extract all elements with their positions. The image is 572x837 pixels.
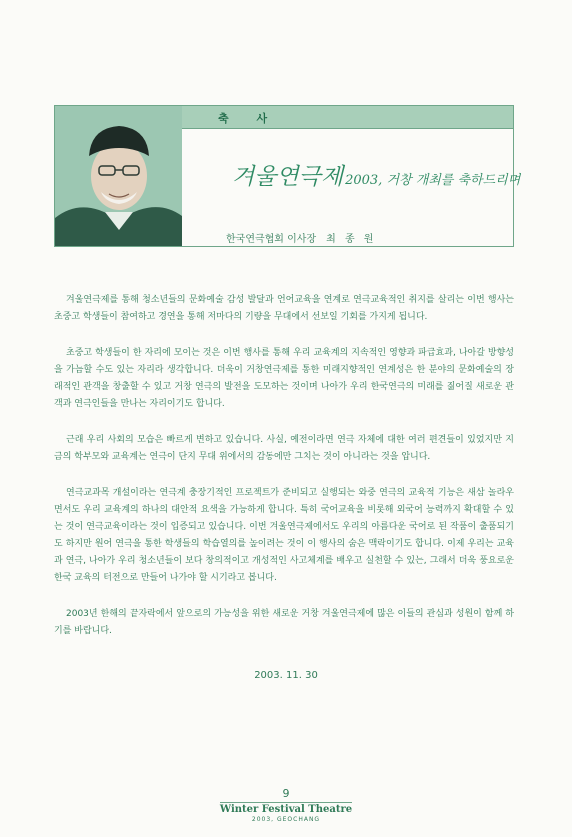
paragraph: 2003년 한해의 끝자락에서 앞으로의 가능성을 위한 새로운 거창 겨울연극제에 많은 이들의 관심과 성원이 함께 하기를 바랍니다. [54,609,514,636]
title-sub: 2003, 거창 개최를 축하드리며 [345,173,521,188]
author-name: 최 종 원 [326,234,377,245]
author-photo [55,106,182,246]
page-number: 9 [282,787,290,800]
author-title: 한국연극협회 이사장 [226,234,317,245]
section-label: 축 사 [218,112,280,125]
footer [0,788,572,824]
footer-subtitle: 2003, GEOCHANG [251,816,321,823]
portrait-illustration [55,106,182,246]
author-line [226,230,376,245]
paragraph: 연극교과목 개설이라는 연극계 충장기적인 프로젝트가 준비되고 실행되는 와중 연극의 교육적 기능은 새삼 놀라우면서도 우리 교육계의 하나의 대안적 요색을 가능하게 합니다. 특히 국어교육을 비롯해 외국어 능력까지 확대할 수 있는 것이 연극교육이라는 것이 입증되고 있습니다. 이번 겨울연극제에서도 우리의 아름다운 국어로 된 작품이 출품되기도 하지만 원어 연극을 통한 학생들의 학습열의를 높이려는 것이 이 행사의 숨은 맥락이기도 합니다. 이제 우리는 교육과 연극, 나아가 우리 청소년들이 보다 창의적이고 개성적인 사고체계를 배우고 실천할 수 있는, 그래서 더욱 풍요로운 한국 교육의 터전으로 만들어 나가야 할 시기라고 봅니다. [54,488,514,583]
paragraph: 초중고 학생들이 한 자리에 모이는 것은 이번 행사를 통해 우리 교육계의 지속적인 영향과 파급효과, 나아갈 방향성을 가늠할 수도 있는 자리라 생각합니다. 더욱이 거창연극제를 통한 미래지향적인 연계성은 한 분야의 문화예술의 장래적인 관객을 창출할 수 있고 거창 연극의 발전을 도모하는 것이며 나아가 우리 한국연극의 미래를 짊어질 새로운 관객과 연극인들을 만나는 자리이기도 합니다. [54,348,514,409]
paragraph: 겨울연극제를 통해 청소년들의 문화예술 감성 발달과 언어교육을 연계로 연극교육적인 취지를 살리는 이번 행사는 초중고 학생들이 참여하고 경연을 통해 저마다의 기량을 무대에서 선보일 기회를 가지게 됩니다. [54,295,514,322]
section-label-bar [182,106,513,129]
header-content [182,106,521,246]
title-main: 겨울연극제 [232,164,344,190]
body-text [54,292,514,659]
date: 2003. 11. 30 [254,670,318,681]
header-box [54,105,521,247]
page-title [232,158,521,191]
paragraph: 근래 우리 사회의 모습은 빠르게 변하고 있습니다. 사실, 예전이라면 연극 자체에 대한 여러 편견들이 있었지만 지금의 학부모와 교육계는 연극이 단지 무대 위에서의 감동에만 그치는 것이 아니라는 것을 압니다. [54,435,514,462]
footer-title: Winter Festival Theatre [219,804,353,815]
